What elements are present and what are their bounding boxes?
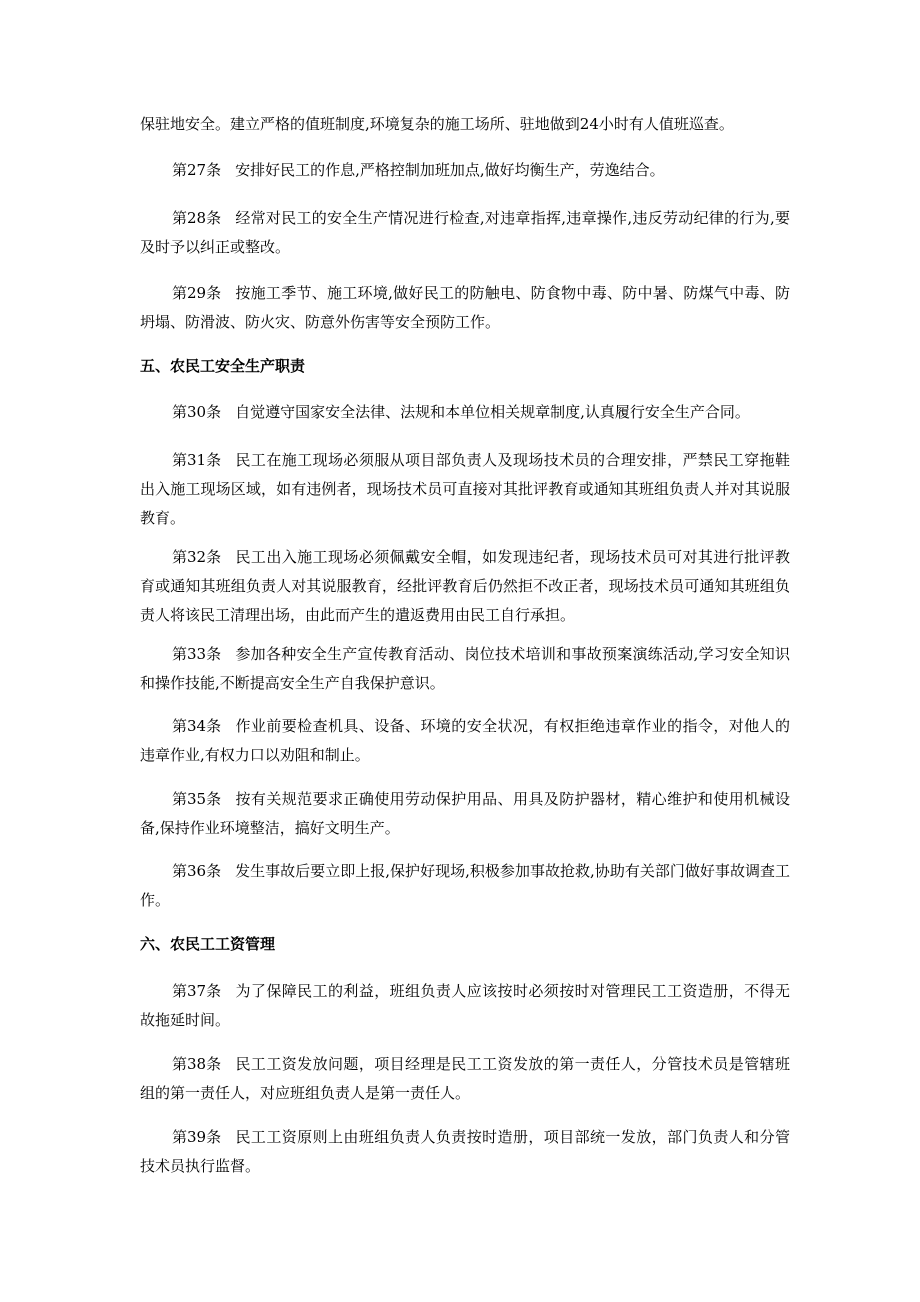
article-31 xyxy=(140,446,790,533)
article-text: 民工在施工现场必须服从项目部负责人及现场技术员的合理安排，严禁民工穿拖鞋出入施工现场区域，如有违例者，现场技术员可直接对其批评教育或通知其班组负责人并对其说服教育。 xyxy=(140,451,790,527)
article-number: 第30条 xyxy=(172,403,222,421)
article-text: 按施工季节、施工环境,做好民工的防触电、防食物中毒、防中暑、防煤气中毒、防坍塌、防滑波、防火灾、防意外伤害等安全预防工作。 xyxy=(140,284,790,331)
section-heading-5: 五、农民工安全生产职责 xyxy=(140,357,306,375)
article-35 xyxy=(140,785,790,843)
article-33 xyxy=(140,640,790,698)
paragraph-continuation xyxy=(140,110,790,139)
article-29 xyxy=(140,279,790,337)
article-number: 第39条 xyxy=(172,1128,222,1146)
article-number: 第33条 xyxy=(172,645,222,663)
article-text: 为了保障民工的利益，班组负责人应该按时必须按时对管理民工工资造册，不得无故拖延时间。 xyxy=(140,982,790,1029)
article-text: 自觉遵守国家安全法律、法规和本单位相关规章制度,认真履行安全生产合同。 xyxy=(235,403,750,421)
article-text: 参加各种安全生产宣传教育活动、岗位技术培训和事故预案演练活动,学习安全知识和操作技能,不断提高安全生产自我保护意识。 xyxy=(140,645,790,692)
article-number: 第35条 xyxy=(172,790,222,808)
article-28 xyxy=(140,204,790,262)
article-38 xyxy=(140,1050,790,1108)
article-34 xyxy=(140,712,790,770)
article-36 xyxy=(140,857,790,915)
article-text: 作业前要检查机具、设备、环境的安全状况，有权拒绝违章作业的指令，对他人的违章作业,有权力口以劝阻和制止。 xyxy=(140,717,790,764)
article-text: 发生事故后要立即上报,保护好现场,积极参加事故抢救,协助有关部门做好事故调查工作。 xyxy=(140,862,790,909)
section-heading-6: 六、农民工工资管理 xyxy=(140,935,276,953)
article-number: 第37条 xyxy=(172,982,222,1000)
article-text: 经常对民工的安全生产情况进行检查,对违章指挥,违章操作,违反劳动纪律的行为,要及时予以纠正或整改。 xyxy=(140,209,790,256)
article-39 xyxy=(140,1123,790,1181)
article-number: 第32条 xyxy=(172,548,222,566)
article-number: 第38条 xyxy=(172,1055,222,1073)
article-text: 民工出入施工现场必须佩戴安全帽，如发现违纪者，现场技术员可对其进行批评教育或通知其班组负责人对其说服教育，经批评教育后仍然拒不改正者，现场技术员可通知其班组负责人将该民工清理出场，由此而产生的遣返费用由民工自行承担。 xyxy=(140,548,790,624)
article-number: 第29条 xyxy=(172,284,222,302)
article-number: 第34条 xyxy=(172,717,222,735)
article-number: 第27条 xyxy=(172,161,222,179)
article-27 xyxy=(140,156,790,185)
article-30 xyxy=(140,398,790,427)
article-number: 第36条 xyxy=(172,862,222,880)
article-text: 民工工资发放问题，项目经理是民工工资发放的第一责任人，分管技术员是管辖班组的第一责任人，对应班组负责人是第一责任人。 xyxy=(140,1055,790,1102)
article-number: 第28条 xyxy=(172,209,222,227)
article-text: 民工工资原则上由班组负责人负责按时造册，项目部统一发放，部门负责人和分管技术员执行监督。 xyxy=(140,1128,790,1175)
paragraph-text: 保驻地安全。建立严格的值班制度,环境复杂的施工场所、驻地做到24小时有人值班巡查。 xyxy=(140,115,734,133)
article-32 xyxy=(140,543,790,630)
article-text: 安排好民工的作息,严格控制加班加点,做好均衡生产，劳逸结合。 xyxy=(235,161,665,179)
article-number: 第31条 xyxy=(172,451,222,469)
article-text: 按有关规范要求正确使用劳动保护用品、用具及防护器材，精心维护和使用机械设备,保持作业环境整洁，搞好文明生产。 xyxy=(140,790,790,837)
article-37 xyxy=(140,977,790,1035)
